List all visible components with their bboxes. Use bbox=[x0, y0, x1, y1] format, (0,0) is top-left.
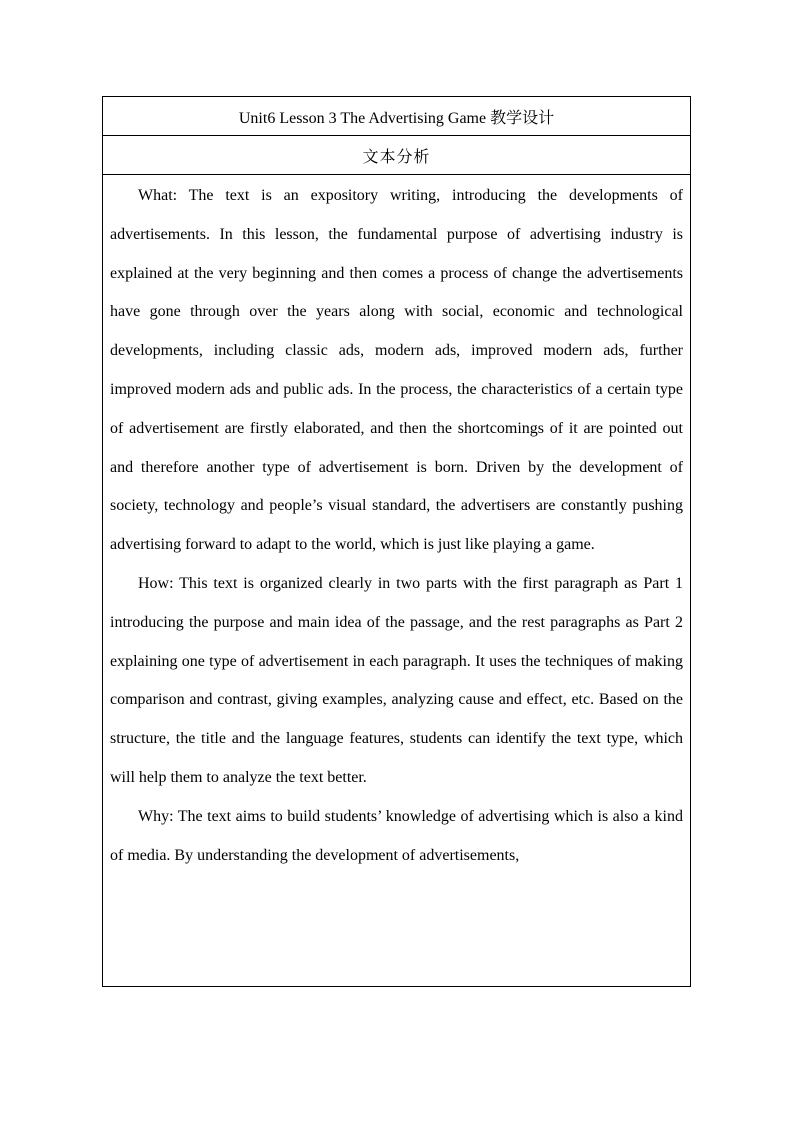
paragraph-how: How: This text is organized clearly in two parts with the first paragraph as Part 1 introducing the purpose and main idea of the passage, and the rest paragraphs as Part 2 explaining one type of advertisement in each paragraph. It uses the techniques of making comparison and contrast, giving examples, analyzing cause and effect, etc. Based on the structure, the title and the language features, students can identify the text type, which will help them to analyze the text better. bbox=[110, 574, 683, 786]
table-title-row bbox=[103, 97, 690, 136]
paragraph-why: Why: The text aims to build students’ knowledge of advertising which is also a kind of media. By understanding the development of advertisements, bbox=[110, 807, 683, 864]
document-title: Unit6 Lesson 3 The Advertising Game 教学设计 bbox=[238, 109, 555, 127]
document-table bbox=[102, 96, 691, 987]
section-heading: 文本分析 bbox=[362, 148, 431, 166]
section-heading-row bbox=[103, 136, 690, 175]
text-analysis-body bbox=[103, 177, 690, 875]
paragraph-what: What: The text is an expository writing, introducing the developments of advertisements. In this lesson, the fundamental purpose of advertising industry is explained at the very beginning and then comes a process of change the advertisements have gone through over the years along with social, economic and technological developments, including classic ads, modern ads, improved modern ads, further improved modern ads and public ads. In the process, the characteristics of a certain type of advertisement are firstly elaborated, and then the shortcomings of it are pointed out and therefore another type of advertisement is born. Driven by the development of society, technology and people’s visual standard, the advertisers are constantly pushing advertising forward to adapt to the world, which is just like playing a game. bbox=[110, 187, 683, 554]
